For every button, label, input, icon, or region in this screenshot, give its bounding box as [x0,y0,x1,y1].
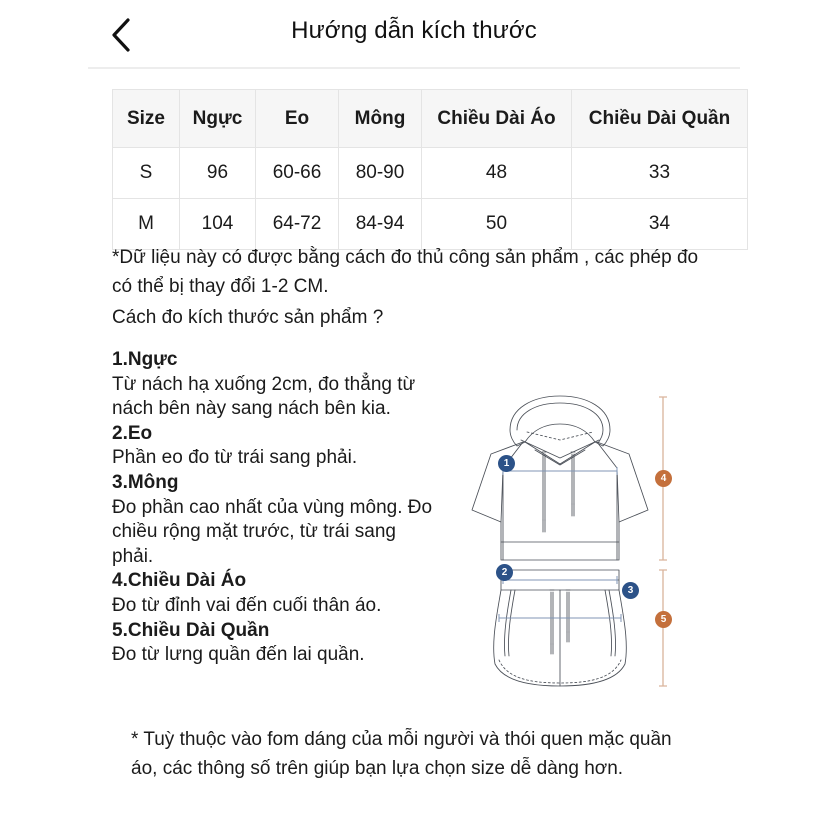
measure-badge-5: 5 [655,611,672,628]
table-header-row [113,90,748,148]
step-title: 5.Chiều Dài Quần [112,619,270,641]
step-item [112,348,442,422]
step-description: Đo từ lưng quần đến lai quần. [112,644,365,666]
column-header-eo: Eo [256,90,339,148]
cell-eo: 60-66 [256,148,339,199]
header-divider [88,67,740,69]
measure-badge-4: 4 [655,470,672,487]
step-item [112,471,442,569]
step-description: Từ nách hạ xuống 2cm, đo thẳng từ nách bên này sang nách bên kia. [112,373,416,420]
cell-size: S [113,148,180,199]
measurement-steps-list [112,348,442,668]
measurement-disclaimer: *Dữ liệu này có được bằng cách đo thủ công sản phẩm , các phép đo có thể bị thay đổi 1-2 CM. [112,247,699,297]
garment-line-drawing [455,392,700,692]
step-item [112,569,442,618]
step-item [112,422,442,471]
cell-nguc: 104 [180,199,256,250]
step-description: Đo từ đỉnh vai đến cuối thân áo. [112,594,382,616]
cell-chieu-dai-quan: 33 [572,148,748,199]
measure-badge-3: 3 [622,582,639,599]
step-title: 4.Chiều Dài Áo [112,570,247,592]
step-description: Phần eo đo từ trái sang phải. [112,447,358,469]
cell-eo: 64-72 [256,199,339,250]
cell-mong: 80-90 [339,148,422,199]
cell-size: M [113,199,180,250]
fit-disclaimer: * Tuỳ thuộc vào fom dáng của mỗi người và thói quen mặc quần áo, các thông số trên giúp bạn lựa chọn size dễ dàng hơn. [131,729,672,779]
howto-question: Cách đo kích thước sản phẩm ? [112,307,384,328]
measure-badge-1: 1 [498,455,515,472]
cell-chieu-dai-ao: 50 [422,199,572,250]
column-header-mong: Mông [339,90,422,148]
step-title: 2.Eo [112,422,153,444]
column-header-size: Size [113,90,180,148]
measure-lines-vertical [659,397,667,686]
table-row [113,199,748,250]
column-header-nguc: Ngực [180,90,256,148]
step-item [112,619,442,668]
table-row [113,148,748,199]
size-chart-table [112,89,748,250]
cell-chieu-dai-quan: 34 [572,199,748,250]
step-title: 3.Mông [112,471,179,493]
column-header-chieu-dai-ao: Chiều Dài Áo [422,90,572,148]
cell-chieu-dai-ao: 48 [422,148,572,199]
step-description: Đo phần cao nhất của vùng mông. Đo chiều rộng mặt trước, từ trái sang phải. [112,496,433,567]
measure-badge-2: 2 [496,564,513,581]
step-title: 1.Ngực [112,349,178,370]
hoodie-and-shorts-measurement-diagram [455,392,700,692]
app-header [0,0,828,68]
page-title: Hướng dẫn kích thước [291,17,537,44]
column-header-chieu-dai-quan: Chiều Dài Quần [572,90,748,148]
cell-nguc: 96 [180,148,256,199]
cell-mong: 84-94 [339,199,422,250]
